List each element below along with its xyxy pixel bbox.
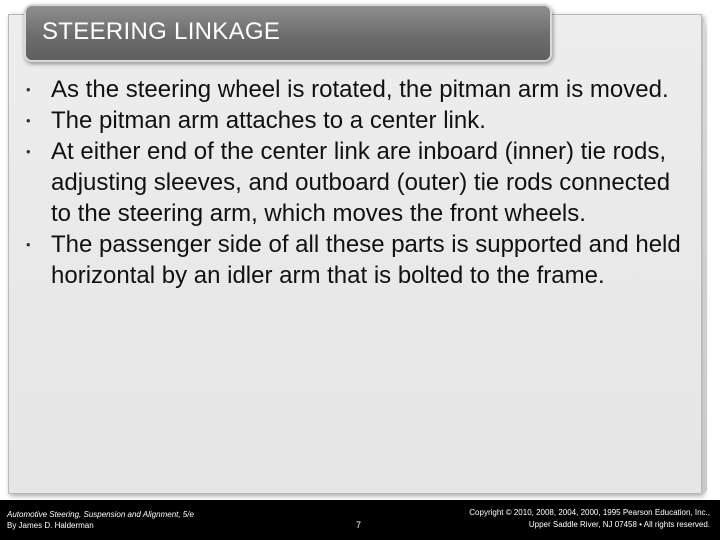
copyright-notice — [469, 507, 710, 531]
bullet-dot-icon: • — [26, 144, 31, 159]
bullet-item — [26, 136, 686, 229]
bullet-item — [26, 105, 686, 136]
copyright-line: Upper Saddle River, NJ 07458 • All rights reserved. — [528, 520, 710, 529]
copyright-line: Copyright © 2010, 2008, 2004, 2000, 1995 Pearson Education, Inc., — [469, 508, 710, 517]
bullet-text: As the steering wheel is rotated, the pitman arm is moved. — [51, 76, 669, 103]
bullet-dot-icon: • — [26, 82, 31, 97]
bullet-dot-icon: • — [26, 237, 31, 252]
frame-edge — [703, 23, 707, 493]
bullet-dot-icon: • — [26, 113, 31, 128]
bullet-item — [26, 229, 686, 291]
bullet-text: The passenger side of all these parts is supported and held horizontal by an idler arm that is bolted to the frame. — [51, 231, 681, 289]
page-number: 7 — [356, 520, 362, 530]
bullet-item — [26, 74, 686, 105]
bullet-list — [26, 74, 686, 291]
book-title: Automotive Steering, Suspension and Alignment, 5/e — [7, 510, 194, 519]
footer-book-info — [7, 509, 194, 531]
slide-title: STEERING LINKAGE — [42, 18, 281, 45]
bullet-text: The pitman arm attaches to a center link. — [51, 107, 486, 134]
author-name: By James D. Halderman — [7, 521, 94, 530]
footer-bar — [0, 500, 720, 540]
bullet-text: At either end of the center link are inboard (inner) tie rods, adjusting sleeves, and outboard (outer) tie rods connected to the steering arm, which moves the front wheels. — [51, 138, 671, 227]
